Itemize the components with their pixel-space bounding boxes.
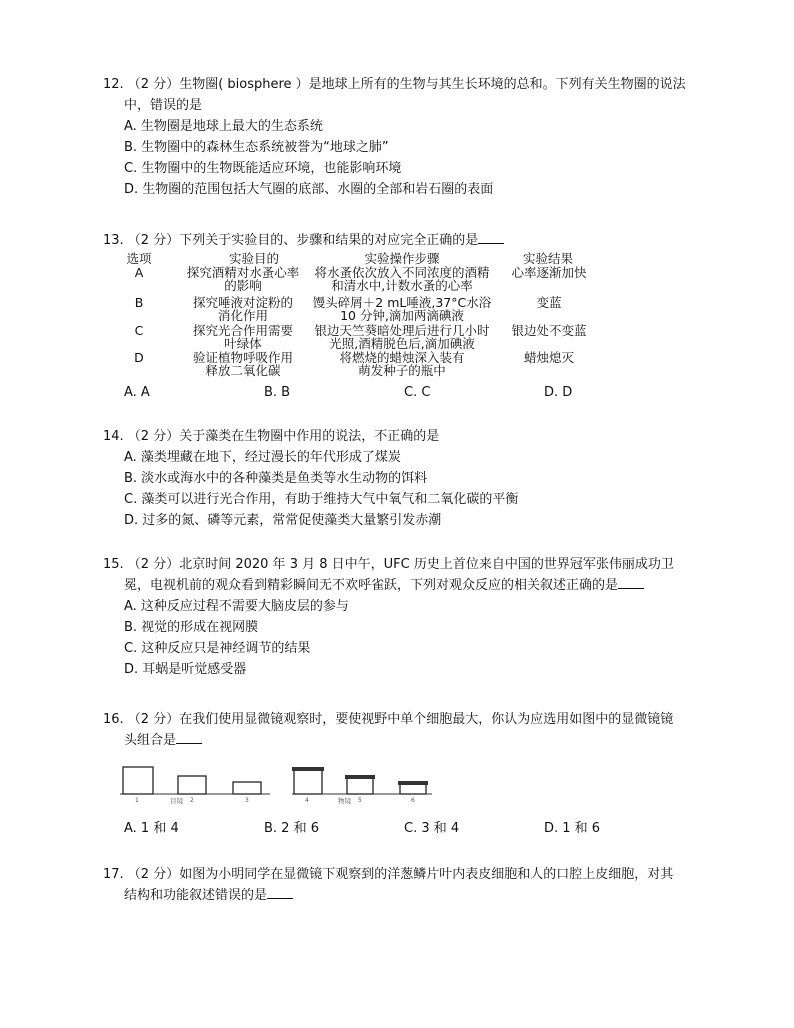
q12-option-a: A. 生物圈是地球上最大的生态系统 bbox=[124, 119, 323, 134]
q16-stem-line2: 头组合是 bbox=[124, 733, 177, 748]
q13-stem: 13. （2 分）下列关于实验目的、步骤和结果的对应完全正确的是 bbox=[103, 233, 479, 248]
q12-stem-line1: 12. （2 分）生物圈( biosphere ）是地球上所有的生物与其生长环境的总和。下列有关生物圈的说法 bbox=[103, 77, 686, 92]
q13-choices bbox=[124, 382, 724, 403]
answer-blank[interactable] bbox=[176, 731, 202, 744]
objective-number-4: 4 bbox=[305, 797, 309, 804]
question-15 bbox=[103, 554, 723, 680]
header-result: 实验结果 bbox=[522, 251, 573, 266]
row-a-purpose-2: 的影响 bbox=[224, 278, 262, 293]
row-d-steps-1: 将燃烧的蜡烛深入装有 bbox=[339, 350, 465, 365]
objective-6 bbox=[400, 784, 426, 794]
question-12 bbox=[103, 74, 723, 200]
q14-option-d: D. 过多的氮、磷等元素，常常促使藻类大量繁引发赤潮 bbox=[124, 513, 442, 528]
q16-choices bbox=[124, 818, 724, 839]
q13-choice-c: C. C bbox=[404, 385, 431, 400]
row-b-option: B bbox=[134, 295, 144, 310]
q12-option-c: C. 生物圈中的生物既能适应环境，也能影响环境 bbox=[124, 161, 402, 176]
objective-5 bbox=[347, 778, 373, 794]
q14-option-b: B. 淡水或海水中的各种藻类是鱼类等水生动物的饵料 bbox=[124, 471, 428, 486]
row-d-option: D bbox=[134, 350, 144, 365]
q13-choice-a: A. A bbox=[124, 385, 150, 400]
row-c-purpose-2: 叶绿体 bbox=[224, 336, 262, 351]
row-a-purpose-1: 探究酒精对水蚤心率 bbox=[186, 265, 300, 280]
q17-stem-line1: 17. （2 分）如图为小明同学在显微镜下观察到的洋葱鳞片叶内表皮细胞和人的口腔上皮细胞，对其 bbox=[103, 867, 674, 882]
q15-option-d: D. 耳蜗是听觉感受器 bbox=[124, 662, 247, 677]
question-16 bbox=[103, 709, 723, 751]
q14-stem: 14. （2 分）关于藻类在生物圈中作用的说法，不正确的是 bbox=[103, 429, 440, 444]
q15-stem-line2: 冕，电视机前的观众看到精彩瞬间无不欢呼雀跃，下列对观众反应的相关叙述正确的是 bbox=[124, 578, 619, 593]
objective-4 bbox=[294, 770, 322, 794]
row-b-result: 变蓝 bbox=[536, 295, 562, 310]
row-d-purpose-2: 释放二氧化碳 bbox=[205, 363, 281, 378]
eyepiece-1 bbox=[123, 767, 153, 794]
q16-choice-d: D. 1 和 6 bbox=[544, 821, 601, 836]
question-17 bbox=[103, 864, 723, 906]
q17-stem-line2: 结构和功能叙述错误的是 bbox=[124, 888, 268, 903]
objective-number-5: 5 bbox=[358, 797, 362, 804]
eyepiece-3 bbox=[233, 782, 261, 794]
q16-choice-a: A. 1 和 4 bbox=[124, 821, 179, 836]
q13-choice-b: B. B bbox=[264, 385, 291, 400]
row-c-result: 银边处不变蓝 bbox=[511, 323, 587, 338]
row-b-purpose-2: 消化作用 bbox=[217, 308, 268, 323]
q13-choice-d: D. D bbox=[544, 385, 573, 400]
q12-stem-line2: 中，错误的是 bbox=[124, 98, 203, 113]
eyepiece-number-3: 3 bbox=[245, 797, 249, 804]
answer-blank[interactable] bbox=[267, 886, 293, 899]
row-d-steps-2: 萌发种子的瓶中 bbox=[358, 363, 446, 378]
q16-choice-c: C. 3 和 4 bbox=[404, 821, 460, 836]
q15-option-a: A. 这种反应过程不需要大脑皮层的参与 bbox=[124, 599, 349, 614]
objective-label: 物镜 bbox=[338, 797, 351, 804]
header-purpose: 实验目的 bbox=[228, 251, 279, 266]
objective-number-6: 6 bbox=[411, 797, 415, 804]
q14-option-a: A. 藻类埋藏在地下，经过漫长的年代形成了煤炭 bbox=[124, 450, 401, 465]
eyepiece-number-2: 2 bbox=[190, 797, 194, 804]
row-a-steps-2: 和清水中,计数水蚤的心率 bbox=[331, 278, 473, 293]
row-d-purpose-1: 验证植物呼吸作用 bbox=[192, 350, 293, 365]
row-b-purpose-1: 探究唾液对淀粉的 bbox=[192, 295, 293, 310]
q15-option-b: B. 视觉的形成在视网膜 bbox=[124, 620, 259, 635]
eyepiece-2 bbox=[178, 776, 206, 794]
eyepiece-number-1: 1 bbox=[135, 797, 139, 804]
eyepiece-label: 目镜 bbox=[170, 797, 183, 804]
answer-blank[interactable] bbox=[478, 231, 504, 244]
q16-stem-line1: 16. （2 分）在我们使用显微镜观察时，要使视野中单个细胞最大，你认为应选用如图中的显微镜镜 bbox=[103, 712, 674, 727]
header-option: 选项 bbox=[126, 251, 152, 266]
row-a-result: 心率逐渐加快 bbox=[511, 265, 587, 280]
q12-option-b: B. 生物圈中的森林生态系统被誉为“地球之肺” bbox=[124, 140, 389, 155]
row-c-option: C bbox=[134, 323, 144, 338]
row-d-result: 蜡烛熄灭 bbox=[523, 350, 574, 365]
row-c-steps-1: 银边天竺葵暗处理后进行几小时 bbox=[314, 323, 490, 338]
question-14 bbox=[103, 426, 703, 531]
q15-option-c: C. 这种反应只是神经调节的结果 bbox=[124, 641, 311, 656]
q16-choice-b: B. 2 和 6 bbox=[264, 821, 319, 836]
row-b-steps-2: 10 分钟,滴加两滴碘液 bbox=[340, 308, 464, 323]
question-13 bbox=[103, 230, 703, 251]
header-steps: 实验操作步骤 bbox=[364, 251, 440, 266]
row-a-steps-1: 将水蚤依次放入不同浓度的酒精 bbox=[314, 265, 490, 280]
microscope-lens-figure bbox=[120, 764, 440, 804]
answer-blank[interactable] bbox=[618, 576, 644, 589]
row-b-steps-1: 馒头碎屑＋2 mL唾液,37°C水浴 bbox=[312, 295, 492, 310]
q15-stem-line1: 15. （2 分）北京时间 2020 年 3 月 8 日中午，UFC 历史上首位来自中国的世界冠军张伟丽成功卫 bbox=[103, 557, 674, 572]
row-a-option: A bbox=[134, 265, 144, 280]
q12-option-d: D. 生物圈的范围包括大气圈的底部、水圈的全部和岩石圈的表面 bbox=[124, 182, 494, 197]
row-c-steps-2: 光照,酒精脱色后,滴加碘液 bbox=[329, 336, 475, 351]
q14-option-c: C. 藻类可以进行光合作用，有助于维持大气中氧气和二氧化碳的平衡 bbox=[124, 492, 519, 507]
row-c-purpose-1: 探究光合作用需要 bbox=[192, 323, 293, 338]
